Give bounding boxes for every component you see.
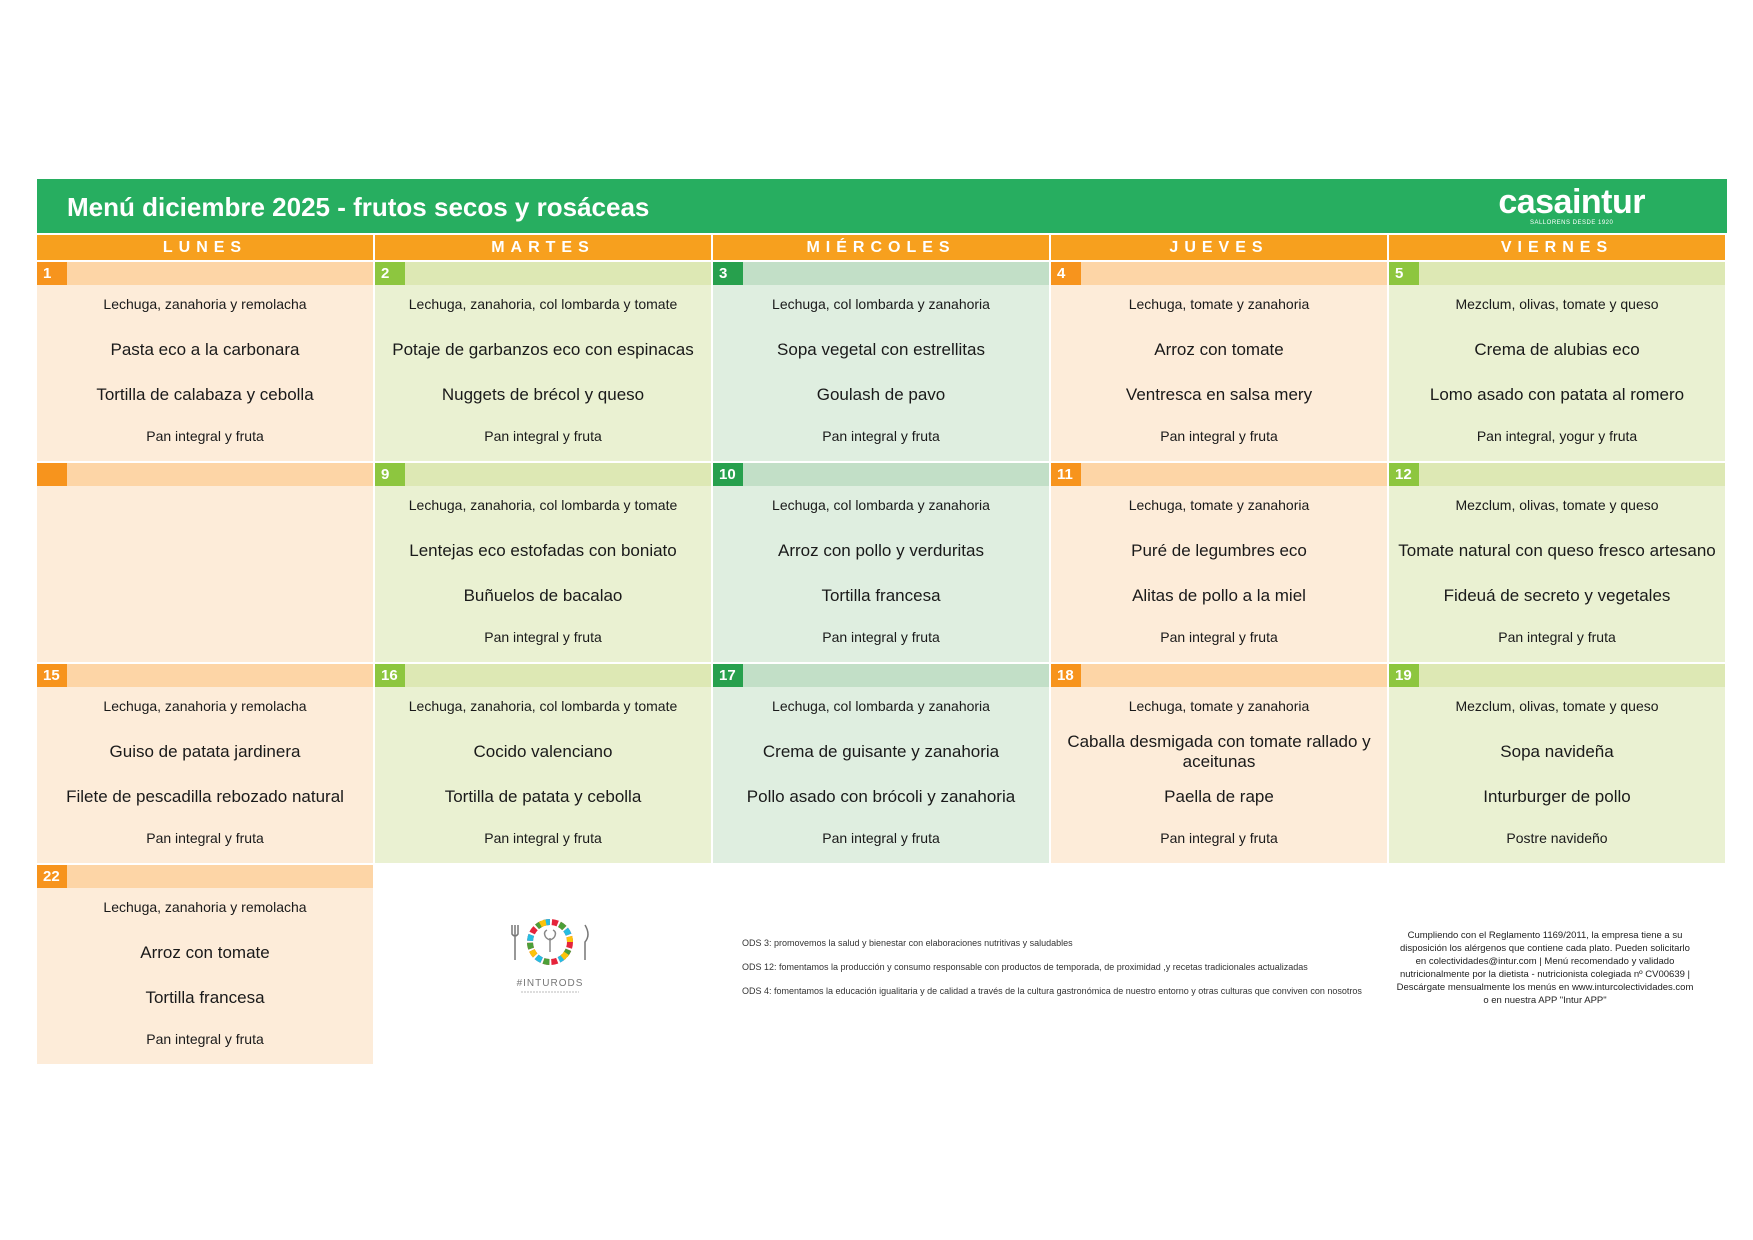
dessert: Pan integral y fruta: [146, 428, 264, 444]
menu-header: [37, 179, 1727, 233]
second-dish: Tortilla de calabaza y cebolla: [96, 385, 314, 404]
day-body: [1051, 687, 1387, 863]
main-dish: Arroz con tomate: [1154, 340, 1284, 359]
second-dish: Fideuá de secreto y vegetales: [1443, 586, 1671, 605]
second-dish: Ventresca en salsa mery: [1125, 385, 1313, 404]
dessert: Pan integral y fruta: [146, 1031, 264, 1047]
day-cell: [1389, 262, 1725, 461]
day-number: 19: [1389, 664, 1419, 687]
weekday-tuesday: MARTES: [375, 235, 711, 260]
dessert: Pan integral y fruta: [484, 629, 602, 645]
inturods-logo: [505, 910, 595, 1000]
day-body: [375, 486, 711, 662]
day-body: [1051, 486, 1387, 662]
day-cell: [37, 865, 373, 1064]
day-number: 15: [37, 664, 67, 687]
day-body: [713, 486, 1049, 662]
starter-dish: Lechuga, zanahoria, col lombarda y tomate: [408, 698, 678, 714]
main-dish: Lentejas eco estofadas con boniato: [409, 541, 677, 560]
day-number: 11: [1051, 463, 1081, 486]
main-dish: Tomate natural con queso fresco artesano: [1398, 541, 1716, 560]
menu-title: Menú diciembre 2025 - frutos secos y rosáceas: [67, 192, 650, 222]
starter-dish: Lechuga, zanahoria, col lombarda y tomate: [408, 497, 678, 513]
day-body: [713, 285, 1049, 461]
ods-wheel-icon: [505, 910, 595, 1000]
day-cell: [713, 262, 1049, 461]
day-cell: [375, 262, 711, 461]
day-number: [37, 463, 67, 486]
weekday-thursday: JUEVES: [1051, 235, 1387, 260]
ods-notes: [742, 938, 1362, 1010]
day-body: [37, 687, 373, 863]
dessert: Pan integral y fruta: [484, 428, 602, 444]
day-body: [375, 687, 711, 863]
day-bar: [713, 463, 1049, 486]
starter-dish: Lechuga, tomate y zanahoria: [1128, 497, 1310, 513]
day-bar: [1051, 463, 1387, 486]
main-dish: Pasta eco a la carbonara: [110, 340, 300, 359]
main-dish: Potaje de garbanzos eco con espinacas: [392, 340, 694, 359]
weekday-wednesday: MIÉRCOLES: [713, 235, 1049, 260]
main-dish: Puré de legumbres eco: [1131, 541, 1307, 560]
day-number: 10: [713, 463, 743, 486]
day-bar: [37, 463, 373, 486]
day-number: 16: [375, 664, 405, 687]
day-bar: [1051, 664, 1387, 687]
day-number: 18: [1051, 664, 1081, 687]
starter-dish: Mezclum, olivas, tomate y queso: [1455, 698, 1659, 714]
day-cell: [1389, 664, 1725, 863]
day-body: [37, 888, 373, 1064]
day-cell: [1051, 463, 1387, 662]
dessert: Pan integral y fruta: [822, 629, 940, 645]
second-dish: Buñuelos de bacalao: [463, 586, 623, 605]
day-cell: [37, 664, 373, 863]
second-dish: Tortilla francesa: [821, 586, 941, 605]
starter-dish: Mezclum, olivas, tomate y queso: [1455, 296, 1659, 312]
day-cell: [37, 262, 373, 461]
second-dish: Paella de rape: [1164, 787, 1274, 806]
second-dish: Inturburger de pollo: [1483, 787, 1631, 806]
day-bar: [375, 262, 711, 285]
main-dish: Sopa vegetal con estrellitas: [777, 340, 985, 359]
weekday-friday: VIERNES: [1389, 235, 1725, 260]
main-dish: Sopa navideña: [1500, 742, 1614, 761]
day-bar: [37, 664, 373, 687]
ods-note-12: ODS 12: fomentamos la producción y consumo responsable con productos de temporada, de proximidad ,y recetas tradicionales actualizadas: [742, 962, 1308, 972]
day-bar: [1389, 664, 1725, 687]
day-cell: [713, 664, 1049, 863]
day-body: [1389, 285, 1725, 461]
day-number: 1: [37, 262, 67, 285]
starter-dish: Lechuga, col lombarda y zanahoria: [772, 698, 990, 714]
starter-dish: Lechuga, zanahoria y remolacha: [103, 698, 307, 714]
main-dish: Guiso de patata jardinera: [109, 742, 301, 761]
day-cell: [1051, 262, 1387, 461]
day-cell: [713, 463, 1049, 662]
day-bar: [37, 865, 373, 888]
dessert: Pan integral y fruta: [146, 830, 264, 846]
main-dish: Crema de alubias eco: [1474, 340, 1640, 359]
starter-dish: Lechuga, col lombarda y zanahoria: [772, 296, 990, 312]
second-dish: Tortilla francesa: [145, 988, 265, 1007]
allergen-legal-note: Cumpliendo con el Reglamento 1169/2011, la empresa tiene a su disposición los alérgenos que contiene cada plato. Pueden solicitarlo en colectividades@intur.com | Menú recomendado y validado nutricionalmente por la dietista - nutricionista colegiada nº CV00639 | Descárgate mensualmente los menús en www.inturcolectividades.com o en nuestra APP "Intur APP": [1396, 930, 1694, 1006]
day-cell: [1389, 463, 1725, 662]
weekday-headers: [37, 235, 1727, 260]
dessert: Pan integral y fruta: [1160, 629, 1278, 645]
casaintur-logo: [1498, 185, 1645, 227]
second-dish: Alitas de pollo a la miel: [1132, 586, 1306, 605]
second-dish: [37, 576, 373, 616]
logo-wordmark: casaintur: [1498, 183, 1645, 221]
dessert: Pan integral y fruta: [822, 830, 940, 846]
day-body: [1389, 687, 1725, 863]
day-cell: [37, 463, 373, 662]
second-dish: Goulash de pavo: [816, 385, 946, 404]
second-dish: Filete de pescadilla rebozado natural: [66, 787, 344, 806]
main-dish: Arroz con pollo y verduritas: [778, 541, 984, 560]
dessert: Pan integral y fruta: [484, 830, 602, 846]
day-number: 3: [713, 262, 743, 285]
starter-dish: Mezclum, olivas, tomate y queso: [1455, 497, 1659, 513]
starter-dish: Lechuga, zanahoria, col lombarda y tomate: [408, 296, 678, 312]
main-dish: Arroz con tomate: [140, 943, 270, 962]
main-dish: [37, 531, 373, 571]
day-bar: [1389, 262, 1725, 285]
second-dish: Tortilla de patata y cebolla: [444, 787, 642, 806]
ods-logo-text: #INTURODS: [516, 978, 584, 989]
main-dish: Crema de guisante y zanahoria: [762, 742, 1000, 761]
day-body: [713, 687, 1049, 863]
day-number: 4: [1051, 262, 1081, 285]
second-dish: Nuggets de brécol y queso: [441, 385, 645, 404]
day-number: 22: [37, 865, 67, 888]
day-cell: [375, 463, 711, 662]
day-body: [37, 285, 373, 461]
dessert: Pan integral y fruta: [1498, 629, 1616, 645]
day-cell: [375, 664, 711, 863]
dessert: Postre navideño: [1506, 830, 1608, 846]
day-body: [37, 486, 373, 662]
day-number: 9: [375, 463, 405, 486]
starter-dish: Lechuga, zanahoria y remolacha: [103, 296, 307, 312]
day-number: 17: [713, 664, 743, 687]
second-dish: Pollo asado con brócoli y zanahoria: [746, 787, 1016, 806]
day-number: 2: [375, 262, 405, 285]
starter-dish: Lechuga, tomate y zanahoria: [1128, 698, 1310, 714]
dessert: Pan integral y fruta: [1160, 428, 1278, 444]
ods-note-4: ODS 4: fomentamos la educación igualitaria y de calidad a través de la cultura gastronómica de nuestro entorno y otras culturas que conviven con nosotros: [742, 986, 1362, 996]
day-number: 12: [1389, 463, 1419, 486]
dessert: Pan integral, yogur y fruta: [1476, 428, 1638, 444]
main-dish: Caballa desmigada con tomate rallado y aceitunas: [1067, 732, 1371, 771]
starter-dish: Lechuga, col lombarda y zanahoria: [772, 497, 990, 513]
weekday-monday: LUNES: [37, 235, 373, 260]
day-bar: [37, 262, 373, 285]
starter-dish: Lechuga, tomate y zanahoria: [1128, 296, 1310, 312]
day-cell: [1051, 664, 1387, 863]
day-bar: [1389, 463, 1725, 486]
ods-note-3: ODS 3: promovemos la salud y bienestar con elaboraciones nutritivas y saludables: [742, 938, 1073, 948]
day-bar: [375, 463, 711, 486]
day-body: [1389, 486, 1725, 662]
day-bar: [713, 262, 1049, 285]
dessert: Pan integral y fruta: [1160, 830, 1278, 846]
logo-subtitle: SALLORENS DESDE 1920: [1529, 220, 1614, 226]
main-dish: Cocido valenciano: [473, 742, 613, 761]
starter-dish: Lechuga, zanahoria y remolacha: [103, 899, 307, 915]
day-body: [375, 285, 711, 461]
day-bar: [375, 664, 711, 687]
second-dish: Lomo asado con patata al romero: [1429, 385, 1685, 404]
day-bar: [713, 664, 1049, 687]
day-bar: [1051, 262, 1387, 285]
day-body: [1051, 285, 1387, 461]
dessert: Pan integral y fruta: [822, 428, 940, 444]
day-number: 5: [1389, 262, 1419, 285]
